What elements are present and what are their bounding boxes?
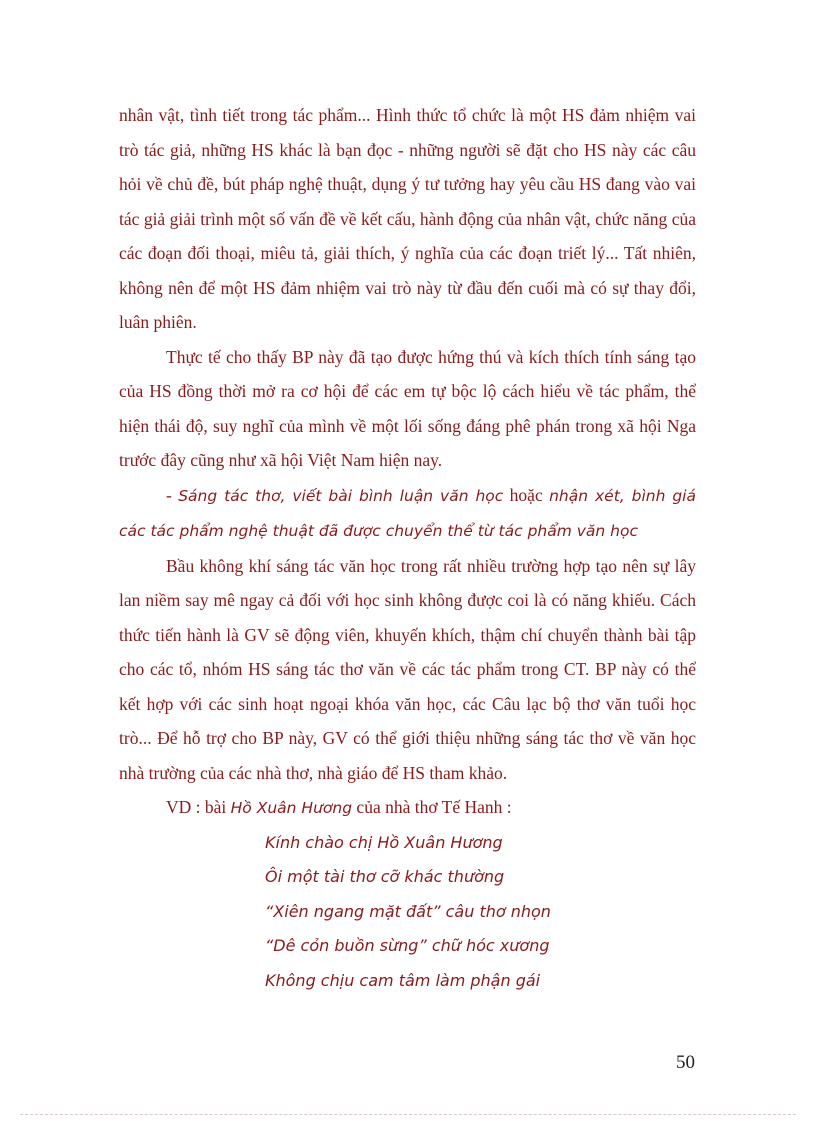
paragraph-2: Thực tế cho thấy BP này đã tạo được hứng thú và kích thích tính sáng tạo của HS đồng thời mở ra cơ hội để các em tự bộc lộ cách hiểu về tác phẩm, thể hiện thái độ, suy nghĩ của mình về một lối sống đáng phê phán trong xã hội Nga trước đây cũng như xã hội Việt Nam hiện nay. — [119, 346, 696, 470]
poem-line: Kính chào chị Hồ Xuân Hương — [265, 832, 503, 852]
poem-line: Không chịu cam tâm làm phận gái — [265, 970, 541, 990]
example-line — [119, 790, 696, 826]
bullet-dash: - — [166, 484, 179, 505]
paragraph-1: nhân vật, tình tiết trong tác phẩm... Hình thức tổ chức là một HS đảm nhiệm vai trò tác giả, những HS khác là bạn đọc - những người sẽ đặt cho HS này các câu hỏi về chủ đề, bút pháp nghệ thuật, dụng ý tư tưởng hay yêu cầu HS đang vào vai tác giả giải trình một số vấn đề về kết cấu, hành động của nhân vật, chức năng của các đoạn đối thoại, miêu tả, giải thích, ý nghĩa của các đoạn triết lý... Tất nhiên, không nên để một HS đảm nhiệm vai trò này từ đầu đến cuối mà có sự thay đổi, luân phiên. — [119, 105, 696, 332]
example-suffix: của nhà thơ Tế Hanh : — [352, 797, 512, 817]
bullet-connector: hoặc — [503, 484, 550, 505]
page-number: 50 — [676, 1052, 695, 1073]
example-prefix: VD : bài — [166, 797, 231, 817]
poem-block — [265, 826, 696, 999]
poem-line: “Xiên ngang mặt đất” câu thơ nhọn — [265, 901, 551, 921]
paragraph-3: Bầu không khí sáng tác văn học trong rất nhiều trường hợp tạo nên sự lây lan niềm say mê ngay cả đối với học sinh không được coi là có năng khiếu. Cách thức tiến hành là GV sẽ động viên, khuyến khích, thậm chí chuyển thành bài tập cho các tổ, nhóm HS sáng tác thơ văn về các tác phẩm trong CT. BP này có thể kết hợp với các sinh hoạt ngoại khóa văn học, các Câu lạc bộ thơ văn tuổi học trò... Để hỗ trợ cho BP này, GV có thể giới thiệu những sáng tác thơ về văn học nhà trường của các nhà thơ, nhà giáo để HS tham khảo. — [119, 555, 696, 783]
poem-line: Ôi một tài thơ cỡ khác thường — [265, 867, 505, 886]
bullet-part-1: Sáng tác thơ, viết bài bình luận văn học — [178, 486, 504, 505]
page-border — [20, 1114, 796, 1115]
bullet-heading — [119, 478, 696, 549]
poem-line: “Dê cỏn buồn sừng” chữ hóc xương — [265, 936, 550, 955]
document-body — [119, 98, 696, 998]
example-title: Hồ Xuân Hương — [230, 799, 353, 817]
bullet-part-2: nhận xét, bình giá các tác phẩm nghệ thuật đã được chuyển thể từ tác phẩm văn học — [119, 486, 696, 540]
